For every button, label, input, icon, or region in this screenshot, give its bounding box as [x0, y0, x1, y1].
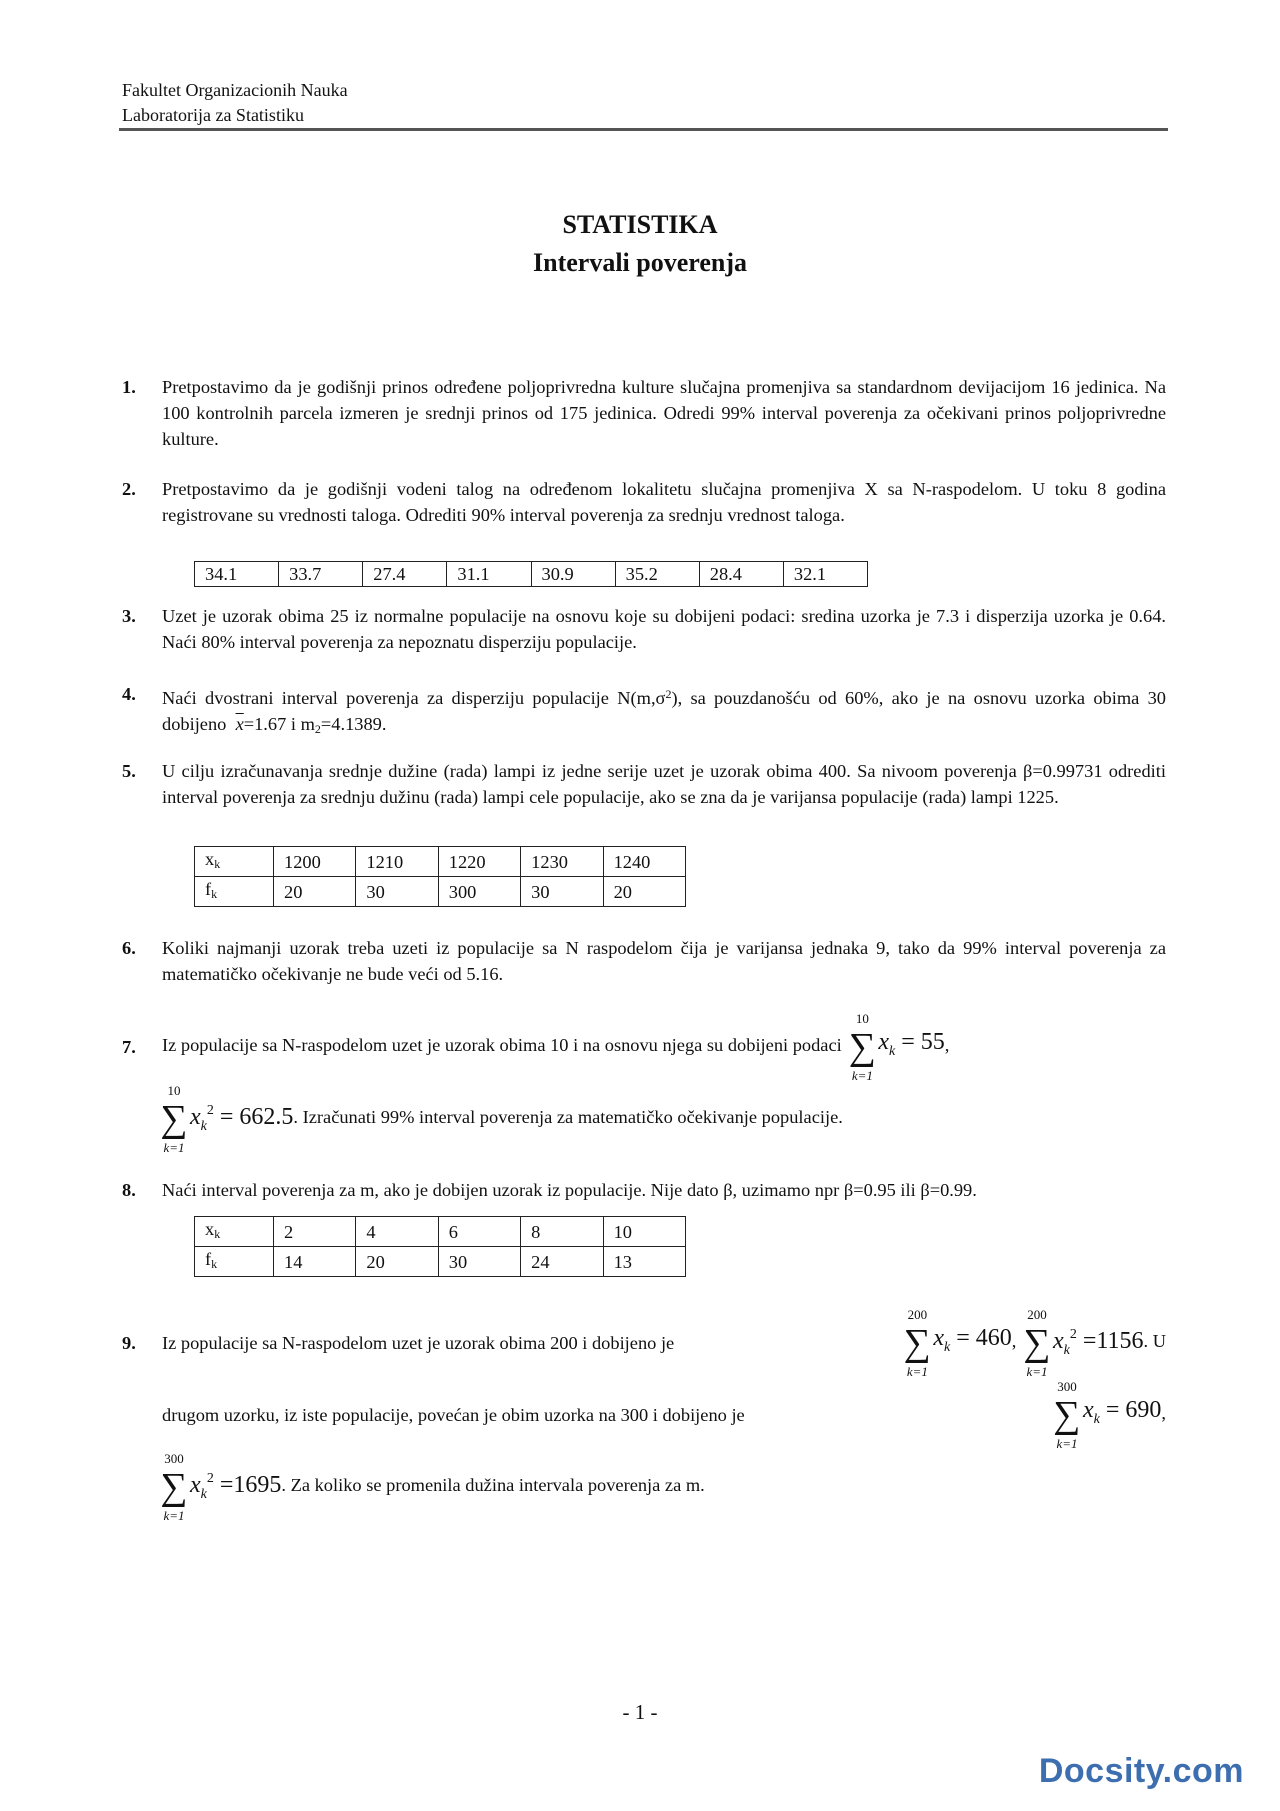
problem-3 [122, 603, 1166, 655]
formula-value: =1156 [1082, 1328, 1144, 1354]
table-cell: 2 [274, 1217, 356, 1247]
sum-upper: 10 [167, 1083, 181, 1098]
superscript: 2 [665, 687, 672, 701]
problem-text: Koliki najmanji uzorak treba uzeti iz populacije sa N raspodelom čija je varijansa jednaka 9, tako da 99% interval poverenja za matematičko očekivanje ne bude veći od 5.16. [162, 938, 1166, 984]
row-header [195, 1247, 274, 1277]
row-label: f [205, 1249, 212, 1269]
formula [1052, 1327, 1144, 1358]
sigma-symbol: ∑ [848, 1026, 876, 1068]
row-header [195, 1217, 274, 1247]
problem-1 [122, 374, 1166, 452]
lamp-frequency-table [194, 846, 686, 907]
document-title [0, 206, 1280, 282]
problem-number: 7. [122, 1037, 136, 1057]
header-faculty: Fakultet Organizacionih Nauka [122, 80, 348, 100]
table-row [195, 562, 868, 587]
problem-text: Pretpostavimo da je godišnji vodeni talog na određenom lokalitetu slučajna promenjiva X sa N-raspodelom. U toku 8 godina registrovane su vrednosti taloga. Odrediti 90% interval poverenja za srednju vrednost taloga. [162, 479, 1166, 525]
exponent: 2 [1069, 1327, 1077, 1342]
problem-8 [122, 1177, 1166, 1203]
formula [1082, 1397, 1162, 1427]
problem-number: 3. [122, 606, 136, 626]
formula-value: =1695 [219, 1472, 282, 1498]
table-row [195, 1217, 686, 1247]
title-topic: Intervali poverenja [533, 248, 747, 277]
table-cell: 4 [356, 1217, 438, 1247]
problem-number: 9. [122, 1333, 136, 1353]
problem-9 [122, 1308, 1166, 1522]
problem-7 [122, 1012, 1166, 1154]
var-x: x [190, 1104, 201, 1130]
problem-text: Uzet je uzorak obima 25 iz normalne populacije na osnovu koje su dobijeni podaci: sredina uzorka je 7.3 i disperzija uzorka je 0.64. Naći 80% interval poverenja za nepoznatu disperziju populacije. [162, 606, 1166, 652]
text-segment: Iz populacije sa N-raspodelom uzet je uzorak obima 10 i na osnovu njega su dobijeni podaci [162, 1035, 842, 1056]
header-lab: Laboratorija za Statistiku [122, 105, 304, 125]
table-cell: 1210 [356, 847, 438, 877]
docsity-watermark: Docsity.com [1038, 1752, 1244, 1790]
row-label-sub: k [211, 887, 218, 901]
var-k: k [889, 1044, 896, 1059]
problem-5 [122, 758, 1166, 810]
problem-number: 6. [122, 938, 136, 958]
formula-value: = 460 [956, 1325, 1012, 1351]
table-cell: 30.9 [531, 562, 615, 587]
var-k: k [1063, 1343, 1070, 1358]
table-cell: 24 [521, 1247, 603, 1277]
sigma-symbol: ∑ [160, 1098, 188, 1140]
var-k: k [200, 1487, 207, 1502]
row-label-sub: k [214, 857, 221, 871]
table-row [195, 847, 686, 877]
problem-number: 8. [122, 1180, 136, 1200]
sum-lower: k=1 [163, 1508, 185, 1523]
sigma-symbol: ∑ [160, 1466, 188, 1508]
text-segment: . U [1143, 1331, 1166, 1352]
formula [933, 1325, 1012, 1355]
sum-upper: 300 [164, 1451, 184, 1466]
problem-number: 5. [122, 761, 136, 781]
table-cell: 300 [438, 877, 520, 907]
formula [878, 1029, 945, 1059]
text-segment: . Izračunati 99% interval poverenja za matematičko očekivanje populacije. [293, 1107, 843, 1128]
sum-lower: k=1 [1056, 1436, 1078, 1451]
table-cell: 27.4 [363, 562, 447, 587]
problem-text [162, 1012, 1166, 1154]
table-cell: 20 [356, 1247, 438, 1277]
sum-lower: k=1 [851, 1068, 873, 1083]
formula-value: = 662.5 [219, 1104, 294, 1130]
row-header [195, 847, 274, 877]
sum-upper: 300 [1057, 1379, 1077, 1394]
table-cell: 1230 [521, 847, 603, 877]
table-cell: 30 [356, 877, 438, 907]
problem-text: U cilju izračunavanja srednje dužine (rada) lampi iz jedne serije uzet je uzorak obima 400. Sa nivoom poverenja β=0.99731 odrediti interval poverenja za srednju dužinu (rada) lampi cele populacije, ako se zna da je varijansa populacije (rada) lampi 1225. [162, 761, 1166, 807]
text-segment: ), sa pouzdanošću od 60%, ako je na osnovu uzorka obima 30 dobijeno [162, 688, 1166, 734]
text-segment: Iz populacije sa N-raspodelom uzet je uzorak obima 200 i dobijeno je [162, 1333, 675, 1353]
exponent: 2 [206, 1103, 214, 1118]
var-x: x [933, 1325, 944, 1351]
table-cell: 10 [603, 1217, 685, 1247]
var-x: x [190, 1472, 201, 1498]
row-label: f [205, 879, 212, 899]
problem-text: Naći interval poverenja za m, ako je dobijen uzorak iz populacije. Nije dato β, uzimamo npr β=0.95 ili β=0.99. [162, 1180, 977, 1200]
sigma-symbol: ∑ [903, 1322, 931, 1364]
formula-value: = 690 [1105, 1397, 1162, 1423]
row-label: x [205, 849, 215, 869]
summation [158, 1452, 190, 1522]
var-k: k [200, 1119, 207, 1134]
punctuation: , [1011, 1331, 1017, 1352]
punctuation: , [1161, 1403, 1166, 1424]
row-header [195, 877, 274, 907]
table-cell: 34.1 [195, 562, 279, 587]
table-row [195, 1247, 686, 1277]
table-cell: 20 [274, 877, 356, 907]
summation [1051, 1380, 1083, 1450]
sample-mean-symbol: $\overline{x}$ [235, 714, 244, 734]
table-cell: 13 [603, 1247, 685, 1277]
table-cell: 30 [438, 1247, 520, 1277]
summation [901, 1308, 933, 1378]
var-x: x [1082, 1397, 1094, 1423]
header-divider [119, 128, 1168, 131]
formula [190, 1471, 282, 1502]
row-label-sub: k [214, 1227, 221, 1241]
table-cell: 35.2 [615, 562, 699, 587]
table-cell: 1220 [438, 847, 520, 877]
row-label: x [205, 1219, 215, 1239]
problem-2 [122, 476, 1166, 528]
table-cell: 20 [603, 877, 685, 907]
var-k: k [944, 1340, 951, 1355]
table-cell: 33.7 [279, 562, 363, 587]
problem-number: 2. [122, 479, 136, 499]
text-segment: . Za koliko se promenila dužina intervala poverenja za m. [281, 1475, 705, 1496]
var-k: k [1093, 1412, 1100, 1427]
problem-text [162, 1308, 1166, 1522]
text-segment: Naći dvostrani interval poverenja za disperziju populacije N(m,σ [162, 688, 666, 708]
summation [846, 1012, 878, 1082]
table-cell: 32.1 [783, 562, 867, 587]
table-row [195, 877, 686, 907]
sum-upper: 200 [907, 1307, 928, 1322]
sum-lower: k=1 [1026, 1364, 1048, 1379]
sigma-symbol: ∑ [1023, 1322, 1051, 1364]
sum-upper: 10 [855, 1011, 869, 1026]
page-number: - 1 - [622, 1700, 658, 1724]
subscript: 2 [314, 722, 321, 736]
problem-text [162, 681, 1166, 742]
table-cell: 28.4 [699, 562, 783, 587]
table-cell: 14 [274, 1247, 356, 1277]
frequency-table [194, 1216, 686, 1277]
summation [158, 1084, 190, 1154]
table-cell: 1240 [603, 847, 685, 877]
exponent: 2 [206, 1471, 214, 1486]
problem-4 [122, 681, 1166, 742]
title-subject: STATISTIKA [562, 210, 718, 239]
sum-lower: k=1 [163, 1140, 185, 1155]
problem-text: Pretpostavimo da je godišnji prinos određene poljoprivredna kulture slučajna promenjiva sa standardnom devijacijom 16 jedinica. Na 100 kontrolnih parcela izmeren je srednji prinos od 175 jedinica. Odredi 99% interval poverenja za očekivani prinos poljoprivredne kulture. [162, 377, 1166, 449]
row-label-sub: k [211, 1257, 218, 1271]
text-segment: =1.67 i m [243, 714, 315, 734]
var-x: x [1052, 1328, 1064, 1354]
var-x: x [878, 1029, 890, 1055]
table-cell: 31.1 [447, 562, 531, 587]
formula [190, 1103, 294, 1134]
problem-number: 4. [122, 684, 136, 704]
table-cell: 8 [521, 1217, 603, 1247]
summation [1021, 1308, 1053, 1378]
problem-number: 1. [122, 377, 136, 397]
sigma-symbol: ∑ [1053, 1394, 1081, 1436]
table-cell: 6 [438, 1217, 520, 1247]
text-segment: =4.1389. [320, 714, 387, 734]
sum-lower: k=1 [906, 1364, 928, 1379]
sum-upper: 200 [1027, 1307, 1047, 1322]
table-cell: 30 [521, 877, 603, 907]
problem-6 [122, 935, 1166, 987]
text-segment: drugom uzorku, iz iste populacije, povećan je obim uzorka na 300 i dobijeno je [162, 1405, 745, 1425]
punctuation: , [944, 1035, 950, 1056]
rainfall-table [194, 561, 868, 587]
formula-value: = 55 [901, 1029, 945, 1055]
document-header [122, 78, 348, 128]
table-cell: 1200 [274, 847, 356, 877]
